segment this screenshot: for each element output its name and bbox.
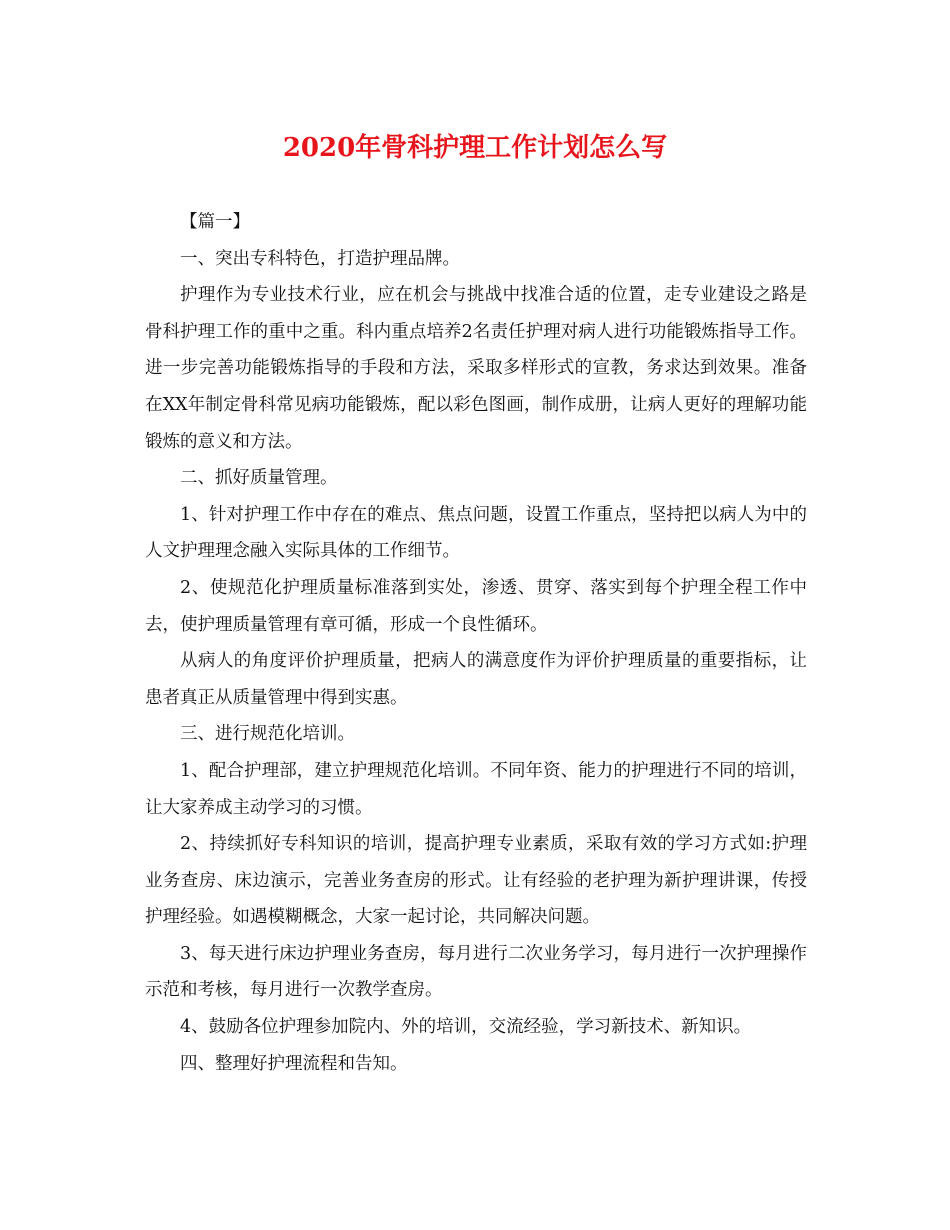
paragraph-3-3: 3、每天进行床边护理业务查房，每月进行二次业务学习，每月进行一次护理操作示范和考核，每月进行一次教学查房。 <box>145 943 807 1001</box>
heading-2: 二、抓好质量管理。 <box>180 468 338 489</box>
document-body <box>145 204 807 1082</box>
paragraph-2-1: 1、针对护理工作中存在的难点、焦点问题，设置工作重点，坚持把以病人为中的人文护理理念融入实际具体的工作细节。 <box>145 504 807 562</box>
section-label: 【篇一】 <box>180 212 250 232</box>
heading-3: 三、进行规范化培训。 <box>180 724 355 745</box>
paragraph-2-3: 从病人的角度评价护理质量，把病人的满意度作为评价护理质量的重要指标，让患者真正从质量管理中得到实惠。 <box>145 651 807 708</box>
heading-4: 四、整理好护理流程和告知。 <box>180 1053 408 1074</box>
heading-1: 一、突出专科特色，打造护理品牌。 <box>180 248 460 269</box>
document-title: 2020年骨科护理工作计划怎么写 <box>282 133 668 163</box>
paragraph-1: 护理作为专业技术行业，应在机会与挑战中找准合适的位置，走专业建设之路是骨科护理工作的重中之重。科内重点培养2名责任护理对病人进行功能锻炼指导工作。进一步完善功能锻炼指导的手段和方法，采取多样形式的宣教，务求达到效果。准备在XX年制定骨科常见病功能锻炼，配以彩色图画，制作成册，让病人更好的理解功能锻炼的意义和方法。 <box>145 285 807 452</box>
paragraph-3-2: 2、持续抓好专科知识的培训，提高护理专业素质，采取有效的学习方式如:护理业务查房、床边演示，完善业务查房的形式。让有经验的老护理为新护理讲课，传授护理经验。如遇模糊概念，大家一起讨论，共同解决问题。 <box>145 834 807 928</box>
paragraph-3-1: 1、配合护理部，建立护理规范化培训。不同年资、能力的护理进行不同的培训，让大家养成主动学习的习惯。 <box>145 760 807 818</box>
paragraph-3-4: 4、鼓励各位护理参加院内、外的培训，交流经验，学习新技术、新知识。 <box>180 1017 752 1038</box>
paragraph-2-2: 2、使规范化护理质量标准落到实处，渗透、贯穿、落实到每个护理全程工作中去，使护理质量管理有章可循，形成一个良性循环。 <box>145 577 807 635</box>
